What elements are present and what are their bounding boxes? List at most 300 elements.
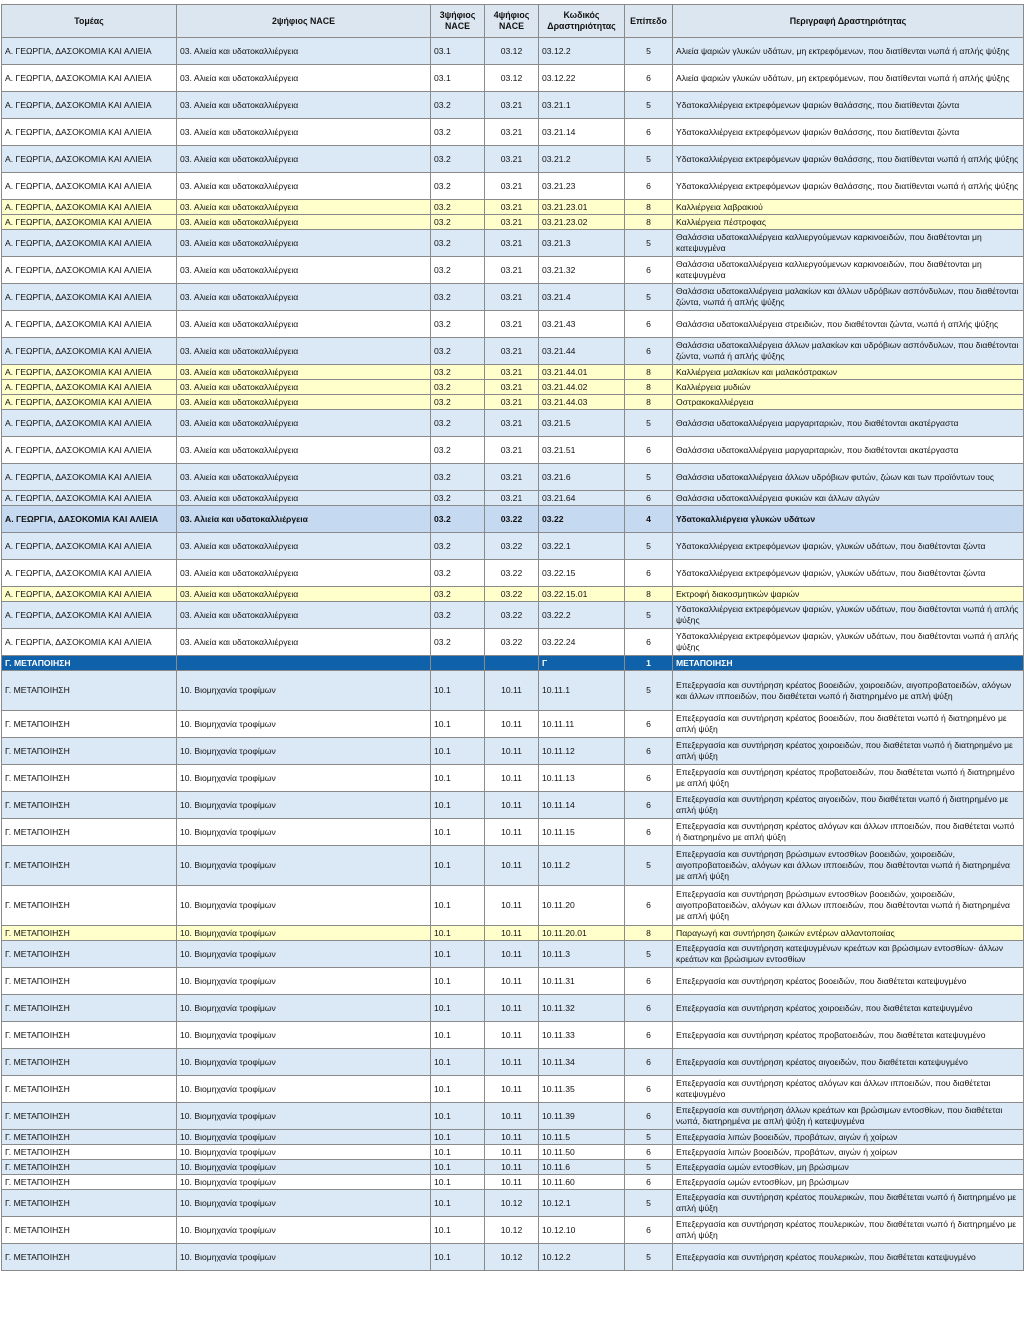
cell-level: 5: [625, 92, 673, 119]
cell-nace-3digit: 10.1: [431, 1160, 485, 1175]
cell-description: Υδατοκαλλιέργεια εκτρεφόμενων ψαριών θαλάσσης, που διατίθενται νωπά ή απλής ψύξης: [673, 173, 1024, 200]
cell-level: 6: [625, 792, 673, 819]
cell-nace-3digit: [431, 656, 485, 671]
cell-nace-4digit: 10.11: [485, 941, 539, 968]
cell-nace-4digit: 03.21: [485, 146, 539, 173]
cell-level: 5: [625, 464, 673, 491]
cell-activity-code: 10.11.2: [539, 846, 625, 886]
table-row: [2, 602, 1024, 629]
cell-sector: Α. ΓΕΩΡΓΙΑ, ΔΑΣΟΚΟΜΙΑ ΚΑΙ ΑΛΙΕΙΑ: [2, 92, 177, 119]
cell-description: Επεξεργασία και συντήρηση κρέατος πουλερικών, που διαθέτεται κατεψυγμένο: [673, 1244, 1024, 1271]
cell-nace-3digit: 10.1: [431, 1130, 485, 1145]
cell-nace-4digit: 03.21: [485, 92, 539, 119]
cell-nace-3digit: 10.1: [431, 1217, 485, 1244]
cell-level: 8: [625, 587, 673, 602]
cell-nace-3digit: 10.1: [431, 926, 485, 941]
cell-nace-3digit: 03.2: [431, 173, 485, 200]
cell-description: Επεξεργασία και συντήρηση κρέατος βοοειδών, χοιροειδών, αιγοπροβατοειδών, αλόγων και άλλων ιπποειδών, που διαθέτεται νωπό ή διατηρημένο με απλή ψύξη: [673, 671, 1024, 711]
cell-nace-3digit: 03.2: [431, 587, 485, 602]
cell-nace-4digit: 03.21: [485, 311, 539, 338]
cell-nace-4digit: 03.22: [485, 560, 539, 587]
cell-level: 8: [625, 215, 673, 230]
cell-description: Θαλάσσια υδατοκαλλιέργεια άλλων υδρόβιων φυτών, ζώων και των προϊόντων τους: [673, 464, 1024, 491]
cell-nace-2digit: 10. Βιομηχανία τροφίμων: [177, 1190, 431, 1217]
cell-sector: Α. ΓΕΩΡΓΙΑ, ΔΑΣΟΚΟΜΙΑ ΚΑΙ ΑΛΙΕΙΑ: [2, 464, 177, 491]
cell-activity-code: 03.22.15.01: [539, 587, 625, 602]
table-header-row: [2, 5, 1024, 38]
cell-sector: Α. ΓΕΩΡΓΙΑ, ΔΑΣΟΚΟΜΙΑ ΚΑΙ ΑΛΙΕΙΑ: [2, 587, 177, 602]
cell-nace-4digit: 03.22: [485, 533, 539, 560]
cell-sector: Α. ΓΕΩΡΓΙΑ, ΔΑΣΟΚΟΜΙΑ ΚΑΙ ΑΛΙΕΙΑ: [2, 38, 177, 65]
cell-activity-code: 10.11.31: [539, 968, 625, 995]
cell-activity-code: 10.12.1: [539, 1190, 625, 1217]
table-row: [2, 395, 1024, 410]
cell-nace-2digit: 10. Βιομηχανία τροφίμων: [177, 1217, 431, 1244]
cell-nace-3digit: 03.2: [431, 506, 485, 533]
nace-activity-table: [1, 4, 1024, 1271]
cell-level: 6: [625, 173, 673, 200]
cell-description: Επεξεργασία και συντήρηση άλλων κρεάτων και βρώσιμων εντοσθίων, που διαθέτεται νωπά, διατηρημένα με απλή ψύξη ή κατεψυγμένα: [673, 1103, 1024, 1130]
cell-sector: Γ. ΜΕΤΑΠΟΙΗΣΗ: [2, 765, 177, 792]
cell-description: Επεξεργασία και συντήρηση βρώσιμων εντοσθίων βοοειδών, χοιροειδών, αιγοπροβατοειδών, αλόγων και άλλων ιπποειδών, που διαθέτονται νωπά ή διατηρημένα με απλή ψύξη: [673, 846, 1024, 886]
cell-sector: Α. ΓΕΩΡΓΙΑ, ΔΑΣΟΚΟΜΙΑ ΚΑΙ ΑΛΙΕΙΑ: [2, 230, 177, 257]
cell-nace-4digit: 03.21: [485, 284, 539, 311]
cell-activity-code: 03.21.44.03: [539, 395, 625, 410]
cell-sector: Γ. ΜΕΤΑΠΟΙΗΣΗ: [2, 846, 177, 886]
table-row: [2, 671, 1024, 711]
table-row: [2, 560, 1024, 587]
cell-description: Θαλάσσια υδατοκαλλιέργεια άλλων μαλακίων και υδρόβιων ασπόνδυλων, που διαθέτονται ζώντα, νωπά ή απλής ψύξης: [673, 338, 1024, 365]
cell-nace-2digit: 03. Αλιεία και υδατοκαλλιέργεια: [177, 380, 431, 395]
cell-nace-3digit: 03.1: [431, 38, 485, 65]
cell-activity-code: 10.11.14: [539, 792, 625, 819]
cell-sector: Α. ΓΕΩΡΓΙΑ, ΔΑΣΟΚΟΜΙΑ ΚΑΙ ΑΛΙΕΙΑ: [2, 173, 177, 200]
cell-description: Επεξεργασία και συντήρηση κρέατος χοιροειδών, που διαθέτεται νωπό ή διατηρημένο με απλή ψύξη: [673, 738, 1024, 765]
cell-description: Επεξεργασία και συντήρηση κρέατος πουλερικών, που διαθέτεται νωπό ή διατηρημένο με απλή ψύξη: [673, 1217, 1024, 1244]
cell-activity-code: 03.21.1: [539, 92, 625, 119]
cell-nace-2digit: 10. Βιομηχανία τροφίμων: [177, 846, 431, 886]
cell-nace-2digit: 10. Βιομηχανία τροφίμων: [177, 941, 431, 968]
cell-description: Επεξεργασία λιπών βοοειδών, προβάτων, αιγών ή χοίρων: [673, 1130, 1024, 1145]
table-row: [2, 1217, 1024, 1244]
cell-level: 6: [625, 1049, 673, 1076]
cell-sector: Α. ΓΕΩΡΓΙΑ, ΔΑΣΟΚΟΜΙΑ ΚΑΙ ΑΛΙΕΙΑ: [2, 284, 177, 311]
cell-activity-code: 10.11.35: [539, 1076, 625, 1103]
cell-level: 6: [625, 1076, 673, 1103]
cell-activity-code: 03.22.1: [539, 533, 625, 560]
cell-nace-3digit: 03.2: [431, 311, 485, 338]
cell-nace-2digit: 03. Αλιεία και υδατοκαλλιέργεια: [177, 395, 431, 410]
cell-nace-3digit: 03.2: [431, 92, 485, 119]
cell-nace-2digit: 03. Αλιεία και υδατοκαλλιέργεια: [177, 365, 431, 380]
table-row: [2, 491, 1024, 506]
cell-level: 6: [625, 65, 673, 92]
cell-nace-2digit: 03. Αλιεία και υδατοκαλλιέργεια: [177, 230, 431, 257]
cell-nace-3digit: 10.1: [431, 846, 485, 886]
cell-sector: Α. ΓΕΩΡΓΙΑ, ΔΑΣΟΚΟΜΙΑ ΚΑΙ ΑΛΙΕΙΑ: [2, 437, 177, 464]
cell-nace-2digit: 10. Βιομηχανία τροφίμων: [177, 1049, 431, 1076]
cell-nace-3digit: 10.1: [431, 1175, 485, 1190]
cell-level: 6: [625, 1103, 673, 1130]
cell-nace-3digit: 03.2: [431, 437, 485, 464]
cell-nace-4digit: [485, 656, 539, 671]
cell-level: 6: [625, 257, 673, 284]
cell-sector: Α. ΓΕΩΡΓΙΑ, ΔΑΣΟΚΟΜΙΑ ΚΑΙ ΑΛΙΕΙΑ: [2, 602, 177, 629]
column-header-nace-2digit: 2ψήφιος NACE: [177, 5, 431, 38]
table-row: [2, 792, 1024, 819]
table-row: [2, 311, 1024, 338]
table-row: [2, 1103, 1024, 1130]
cell-sector: Α. ΓΕΩΡΓΙΑ, ΔΑΣΟΚΟΜΙΑ ΚΑΙ ΑΛΙΕΙΑ: [2, 338, 177, 365]
cell-nace-4digit: 10.11: [485, 968, 539, 995]
cell-sector: Α. ΓΕΩΡΓΙΑ, ΔΑΣΟΚΟΜΙΑ ΚΑΙ ΑΛΙΕΙΑ: [2, 629, 177, 656]
cell-nace-3digit: 03.2: [431, 215, 485, 230]
cell-nace-3digit: 10.1: [431, 1103, 485, 1130]
cell-nace-4digit: 10.11: [485, 765, 539, 792]
cell-sector: Α. ΓΕΩΡΓΙΑ, ΔΑΣΟΚΟΜΙΑ ΚΑΙ ΑΛΙΕΙΑ: [2, 65, 177, 92]
cell-activity-code: 03.21.6: [539, 464, 625, 491]
cell-sector: Γ. ΜΕΤΑΠΟΙΗΣΗ: [2, 656, 177, 671]
cell-nace-2digit: 10. Βιομηχανία τροφίμων: [177, 765, 431, 792]
cell-activity-code: 03.21.23: [539, 173, 625, 200]
cell-nace-3digit: 10.1: [431, 792, 485, 819]
cell-nace-3digit: 03.1: [431, 65, 485, 92]
cell-level: 8: [625, 395, 673, 410]
cell-level: 5: [625, 846, 673, 886]
cell-nace-2digit: 10. Βιομηχανία τροφίμων: [177, 1244, 431, 1271]
table-row: [2, 995, 1024, 1022]
cell-level: 6: [625, 1022, 673, 1049]
cell-nace-3digit: 03.2: [431, 395, 485, 410]
cell-nace-3digit: 10.1: [431, 738, 485, 765]
cell-nace-3digit: 10.1: [431, 1190, 485, 1217]
table-row: [2, 65, 1024, 92]
table-row: [2, 257, 1024, 284]
cell-level: 5: [625, 671, 673, 711]
cell-level: 5: [625, 38, 673, 65]
cell-nace-3digit: 03.2: [431, 338, 485, 365]
cell-level: 6: [625, 1217, 673, 1244]
cell-nace-2digit: 03. Αλιεία και υδατοκαλλιέργεια: [177, 629, 431, 656]
cell-description: Θαλάσσια υδατοκαλλιέργεια καλλιεργούμενων καρκινοειδών, που διαθέτονται μη κατεψυγμένα: [673, 257, 1024, 284]
cell-description: Θαλάσσια υδατοκαλλιέργεια στρειδιών, που διαθέτονται ζώντα, νωπά ή απλής ψύξης: [673, 311, 1024, 338]
cell-sector: Α. ΓΕΩΡΓΙΑ, ΔΑΣΟΚΟΜΙΑ ΚΑΙ ΑΛΙΕΙΑ: [2, 119, 177, 146]
cell-level: 5: [625, 410, 673, 437]
cell-nace-4digit: 03.21: [485, 173, 539, 200]
table-row: [2, 437, 1024, 464]
cell-sector: Γ. ΜΕΤΑΠΟΙΗΣΗ: [2, 968, 177, 995]
table-row: [2, 119, 1024, 146]
cell-nace-2digit: 10. Βιομηχανία τροφίμων: [177, 1160, 431, 1175]
cell-sector: Γ. ΜΕΤΑΠΟΙΗΣΗ: [2, 941, 177, 968]
cell-nace-2digit: 10. Βιομηχανία τροφίμων: [177, 1022, 431, 1049]
table-row: [2, 1130, 1024, 1145]
cell-description: Υδατοκαλλιέργεια γλυκών υδάτων: [673, 506, 1024, 533]
cell-nace-2digit: 10. Βιομηχανία τροφίμων: [177, 1103, 431, 1130]
cell-nace-2digit: 03. Αλιεία και υδατοκαλλιέργεια: [177, 602, 431, 629]
cell-nace-4digit: 03.21: [485, 215, 539, 230]
cell-level: 6: [625, 1175, 673, 1190]
cell-description: Επεξεργασία και συντήρηση βρώσιμων εντοσθίων βοοειδών, χοιροειδών, αιγοπροβατοειδών, αλόγων και άλλων ιπποειδών, που διαθέτονται νωπά ή διατηρημένα με απλή ψύξη: [673, 886, 1024, 926]
cell-nace-3digit: 10.1: [431, 968, 485, 995]
cell-description: Υδατοκαλλιέργεια εκτρεφόμενων ψαριών θαλάσσης, που διατίθενται ζώντα: [673, 92, 1024, 119]
cell-activity-code: 10.11.39: [539, 1103, 625, 1130]
cell-nace-2digit: 10. Βιομηχανία τροφίμων: [177, 738, 431, 765]
cell-activity-code: 03.21.5: [539, 410, 625, 437]
cell-activity-code: 10.11.60: [539, 1175, 625, 1190]
cell-level: 5: [625, 1130, 673, 1145]
cell-level: 6: [625, 629, 673, 656]
cell-activity-code: 03.21.32: [539, 257, 625, 284]
cell-level: 6: [625, 491, 673, 506]
cell-description: Επεξεργασία και συντήρηση κρέατος προβατοειδών, που διαθέτεται νωπό ή διατηρημένο με απλή ψύξη: [673, 765, 1024, 792]
cell-sector: Γ. ΜΕΤΑΠΟΙΗΣΗ: [2, 926, 177, 941]
cell-nace-2digit: 10. Βιομηχανία τροφίμων: [177, 819, 431, 846]
table-row: [2, 1160, 1024, 1175]
cell-sector: Α. ΓΕΩΡΓΙΑ, ΔΑΣΟΚΟΜΙΑ ΚΑΙ ΑΛΙΕΙΑ: [2, 215, 177, 230]
cell-level: 5: [625, 146, 673, 173]
cell-level: 6: [625, 711, 673, 738]
table-row: [2, 1076, 1024, 1103]
cell-level: 6: [625, 437, 673, 464]
cell-activity-code: 10.11.34: [539, 1049, 625, 1076]
cell-description: Υδατοκαλλιέργεια εκτρεφόμενων ψαριών, γλυκών υδάτων, που διαθέτονται νωπά ή απλής ψύξης: [673, 629, 1024, 656]
cell-description: ΜΕΤΑΠΟΙΗΣΗ: [673, 656, 1024, 671]
cell-sector: Α. ΓΕΩΡΓΙΑ, ΔΑΣΟΚΟΜΙΑ ΚΑΙ ΑΛΙΕΙΑ: [2, 506, 177, 533]
cell-nace-3digit: 10.1: [431, 1145, 485, 1160]
cell-nace-3digit: 03.2: [431, 284, 485, 311]
cell-sector: Γ. ΜΕΤΑΠΟΙΗΣΗ: [2, 1190, 177, 1217]
cell-description: Αλιεία ψαριών γλυκών υδάτων, μη εκτρεφόμενων, που διατίθενται νωπά ή απλής ψύξης: [673, 65, 1024, 92]
cell-description: Εκτροφή διακοσμητικών ψαριών: [673, 587, 1024, 602]
table-row: [2, 968, 1024, 995]
cell-activity-code: 03.21.44.01: [539, 365, 625, 380]
cell-nace-2digit: 03. Αλιεία και υδατοκαλλιέργεια: [177, 491, 431, 506]
cell-level: 5: [625, 230, 673, 257]
table-row: [2, 92, 1024, 119]
cell-nace-3digit: 03.2: [431, 629, 485, 656]
cell-sector: Α. ΓΕΩΡΓΙΑ, ΔΑΣΟΚΟΜΙΑ ΚΑΙ ΑΛΙΕΙΑ: [2, 200, 177, 215]
cell-nace-4digit: 10.11: [485, 1076, 539, 1103]
cell-nace-3digit: 10.1: [431, 1076, 485, 1103]
cell-sector: Γ. ΜΕΤΑΠΟΙΗΣΗ: [2, 738, 177, 765]
cell-nace-4digit: 10.11: [485, 1145, 539, 1160]
cell-description: Επεξεργασία και συντήρηση κρέατος πουλερικών, που διαθέτεται νωπό ή διατηρημένο με απλή ψύξη: [673, 1190, 1024, 1217]
cell-nace-3digit: 10.1: [431, 765, 485, 792]
cell-nace-3digit: 03.2: [431, 533, 485, 560]
cell-nace-3digit: 03.2: [431, 200, 485, 215]
table-row: [2, 215, 1024, 230]
cell-activity-code: 10.11.15: [539, 819, 625, 846]
cell-description: Επεξεργασία λιπών βοοειδών, προβάτων, αιγών ή χοίρων: [673, 1145, 1024, 1160]
cell-activity-code: 03.21.4: [539, 284, 625, 311]
cell-description: Επεξεργασία και συντήρηση κατεψυγμένων κρεάτων και βρώσιμων εντοσθίων· άλλων κρεάτων και βρώσιμων εντοσθίων: [673, 941, 1024, 968]
cell-nace-4digit: 03.21: [485, 380, 539, 395]
cell-description: Επεξεργασία και συντήρηση κρέατος βοοειδών, που διαθέτεται νωπό ή διατηρημένο με απλή ψύξη: [673, 711, 1024, 738]
cell-nace-2digit: 03. Αλιεία και υδατοκαλλιέργεια: [177, 65, 431, 92]
cell-nace-2digit: 10. Βιομηχανία τροφίμων: [177, 1076, 431, 1103]
cell-nace-4digit: 10.11: [485, 995, 539, 1022]
cell-activity-code: 10.11.50: [539, 1145, 625, 1160]
column-header-activity-code: Κωδικός Δραστηριότητας: [539, 5, 625, 38]
cell-nace-2digit: 03. Αλιεία και υδατοκαλλιέργεια: [177, 338, 431, 365]
cell-nace-2digit: 03. Αλιεία και υδατοκαλλιέργεια: [177, 257, 431, 284]
cell-nace-4digit: 03.12: [485, 65, 539, 92]
column-header-nace-3digit: 3ψήφιος NACE: [431, 5, 485, 38]
cell-activity-code: 10.11.20: [539, 886, 625, 926]
cell-level: 5: [625, 602, 673, 629]
cell-nace-2digit: 03. Αλιεία και υδατοκαλλιέργεια: [177, 560, 431, 587]
cell-nace-2digit: 03. Αλιεία και υδατοκαλλιέργεια: [177, 92, 431, 119]
cell-description: Θαλάσσια υδατοκαλλιέργεια φυκιών και άλλων αλγών: [673, 491, 1024, 506]
cell-nace-2digit: 10. Βιομηχανία τροφίμων: [177, 968, 431, 995]
cell-sector: Α. ΓΕΩΡΓΙΑ, ΔΑΣΟΚΟΜΙΑ ΚΑΙ ΑΛΙΕΙΑ: [2, 395, 177, 410]
cell-description: Καλλιέργεια πέστροφας: [673, 215, 1024, 230]
cell-activity-code: 03.21.44.02: [539, 380, 625, 395]
cell-nace-2digit: 03. Αλιεία και υδατοκαλλιέργεια: [177, 173, 431, 200]
cell-nace-2digit: 10. Βιομηχανία τροφίμων: [177, 926, 431, 941]
cell-nace-2digit: 10. Βιομηχανία τροφίμων: [177, 792, 431, 819]
table-row: [2, 941, 1024, 968]
cell-activity-code: 03.21.2: [539, 146, 625, 173]
cell-nace-4digit: 10.11: [485, 819, 539, 846]
cell-level: 6: [625, 1145, 673, 1160]
cell-nace-4digit: 10.11: [485, 1130, 539, 1145]
table-row: [2, 1049, 1024, 1076]
cell-nace-4digit: 10.11: [485, 926, 539, 941]
cell-nace-4digit: 10.11: [485, 671, 539, 711]
cell-nace-4digit: 10.12: [485, 1190, 539, 1217]
cell-activity-code: 10.11.20.01: [539, 926, 625, 941]
cell-nace-3digit: 03.2: [431, 380, 485, 395]
cell-activity-code: 03.21.43: [539, 311, 625, 338]
cell-nace-3digit: 03.2: [431, 491, 485, 506]
table-row: [2, 846, 1024, 886]
table-row: [2, 338, 1024, 365]
cell-description: Θαλάσσια υδατοκαλλιέργεια μαργαριταριών, που διαθέτονται ακατέργαστα: [673, 410, 1024, 437]
table-row: [2, 380, 1024, 395]
cell-sector: Γ. ΜΕΤΑΠΟΙΗΣΗ: [2, 1160, 177, 1175]
cell-nace-3digit: 03.2: [431, 257, 485, 284]
table-row: [2, 365, 1024, 380]
cell-level: 5: [625, 941, 673, 968]
cell-nace-2digit: 10. Βιομηχανία τροφίμων: [177, 886, 431, 926]
table-row: [2, 886, 1024, 926]
cell-description: Υδατοκαλλιέργεια εκτρεφόμενων ψαριών θαλάσσης, που διατίθενται νωπά ή απλής ψύξης: [673, 146, 1024, 173]
table-row: [2, 738, 1024, 765]
cell-nace-3digit: 10.1: [431, 941, 485, 968]
table-row: [2, 819, 1024, 846]
cell-level: 8: [625, 380, 673, 395]
cell-nace-4digit: 10.11: [485, 1103, 539, 1130]
cell-nace-4digit: 10.12: [485, 1217, 539, 1244]
table-row: [2, 230, 1024, 257]
cell-activity-code: 10.11.3: [539, 941, 625, 968]
cell-description: Επεξεργασία και συντήρηση κρέατος αιγοειδών, που διαθέτεται νωπό ή διατηρημένο με απλή ψύξη: [673, 792, 1024, 819]
cell-sector: Α. ΓΕΩΡΓΙΑ, ΔΑΣΟΚΟΜΙΑ ΚΑΙ ΑΛΙΕΙΑ: [2, 146, 177, 173]
cell-sector: Γ. ΜΕΤΑΠΟΙΗΣΗ: [2, 1130, 177, 1145]
cell-nace-4digit: 10.11: [485, 792, 539, 819]
cell-activity-code: 10.11.5: [539, 1130, 625, 1145]
table-row: [2, 284, 1024, 311]
cell-activity-code: 03.21.23.02: [539, 215, 625, 230]
cell-nace-4digit: 03.21: [485, 200, 539, 215]
cell-nace-3digit: 10.1: [431, 819, 485, 846]
cell-nace-3digit: 10.1: [431, 1022, 485, 1049]
cell-sector: Α. ΓΕΩΡΓΙΑ, ΔΑΣΟΚΟΜΙΑ ΚΑΙ ΑΛΙΕΙΑ: [2, 410, 177, 437]
cell-nace-3digit: 10.1: [431, 671, 485, 711]
cell-level: 6: [625, 338, 673, 365]
cell-description: Θαλάσσια υδατοκαλλιέργεια καλλιεργούμενων καρκινοειδών, που διαθέτονται μη κατεψυγμένα: [673, 230, 1024, 257]
cell-nace-2digit: 03. Αλιεία και υδατοκαλλιέργεια: [177, 410, 431, 437]
table-row: [2, 926, 1024, 941]
cell-sector: Γ. ΜΕΤΑΠΟΙΗΣΗ: [2, 1076, 177, 1103]
cell-nace-4digit: 03.21: [485, 257, 539, 284]
cell-sector: Γ. ΜΕΤΑΠΟΙΗΣΗ: [2, 995, 177, 1022]
cell-activity-code: 03.21.3: [539, 230, 625, 257]
table-row: [2, 1145, 1024, 1160]
cell-nace-4digit: 03.22: [485, 587, 539, 602]
cell-nace-4digit: 03.21: [485, 395, 539, 410]
cell-level: 4: [625, 506, 673, 533]
cell-activity-code: 03.22.24: [539, 629, 625, 656]
cell-sector: Γ. ΜΕΤΑΠΟΙΗΣΗ: [2, 819, 177, 846]
cell-nace-4digit: 03.12: [485, 38, 539, 65]
cell-nace-2digit: 03. Αλιεία και υδατοκαλλιέργεια: [177, 311, 431, 338]
cell-sector: Α. ΓΕΩΡΓΙΑ, ΔΑΣΟΚΟΜΙΑ ΚΑΙ ΑΛΙΕΙΑ: [2, 491, 177, 506]
cell-sector: Γ. ΜΕΤΑΠΟΙΗΣΗ: [2, 1244, 177, 1271]
cell-sector: Α. ΓΕΩΡΓΙΑ, ΔΑΣΟΚΟΜΙΑ ΚΑΙ ΑΛΙΕΙΑ: [2, 365, 177, 380]
cell-nace-3digit: 03.2: [431, 119, 485, 146]
cell-sector: Α. ΓΕΩΡΓΙΑ, ΔΑΣΟΚΟΜΙΑ ΚΑΙ ΑΛΙΕΙΑ: [2, 380, 177, 395]
cell-nace-3digit: 03.2: [431, 230, 485, 257]
cell-nace-4digit: 10.11: [485, 1160, 539, 1175]
cell-level: 8: [625, 200, 673, 215]
cell-nace-2digit: 03. Αλιεία και υδατοκαλλιέργεια: [177, 506, 431, 533]
cell-nace-2digit: 10. Βιομηχανία τροφίμων: [177, 1130, 431, 1145]
cell-nace-3digit: 03.2: [431, 560, 485, 587]
cell-nace-4digit: 10.11: [485, 738, 539, 765]
cell-description: Οστρακοκαλλιέργεια: [673, 395, 1024, 410]
table-row: [2, 464, 1024, 491]
cell-activity-code: 03.21.23.01: [539, 200, 625, 215]
cell-activity-code: 10.11.11: [539, 711, 625, 738]
cell-description: Επεξεργασία και συντήρηση κρέατος προβατοειδών, που διαθέτεται κατεψυγμένο: [673, 1022, 1024, 1049]
cell-nace-4digit: 03.21: [485, 365, 539, 380]
cell-level: 6: [625, 819, 673, 846]
cell-description: Καλλιέργεια λαβρακιού: [673, 200, 1024, 215]
cell-nace-3digit: 03.2: [431, 464, 485, 491]
cell-sector: Γ. ΜΕΤΑΠΟΙΗΣΗ: [2, 1175, 177, 1190]
cell-nace-4digit: 03.21: [485, 338, 539, 365]
cell-level: 6: [625, 995, 673, 1022]
section-header-row: [2, 656, 1024, 671]
cell-nace-3digit: 10.1: [431, 1049, 485, 1076]
cell-description: Παραγωγή και συντήρηση ζωικών εντέρων αλλαντοποιίας: [673, 926, 1024, 941]
table-row: [2, 146, 1024, 173]
cell-nace-4digit: 10.11: [485, 1022, 539, 1049]
cell-level: 6: [625, 968, 673, 995]
cell-activity-code: 03.22.15: [539, 560, 625, 587]
cell-sector: Γ. ΜΕΤΑΠΟΙΗΣΗ: [2, 1145, 177, 1160]
cell-activity-code: 03.21.51: [539, 437, 625, 464]
cell-level: 5: [625, 533, 673, 560]
cell-description: Επεξεργασία ωμών εντοσθίων, μη βρώσιμων: [673, 1175, 1024, 1190]
table-row: [2, 173, 1024, 200]
table-row: [2, 1175, 1024, 1190]
column-header-level: Επίπεδο: [625, 5, 673, 38]
cell-description: Επεξεργασία και συντήρηση κρέατος αιγοειδών, που διαθέτεται κατεψυγμένο: [673, 1049, 1024, 1076]
